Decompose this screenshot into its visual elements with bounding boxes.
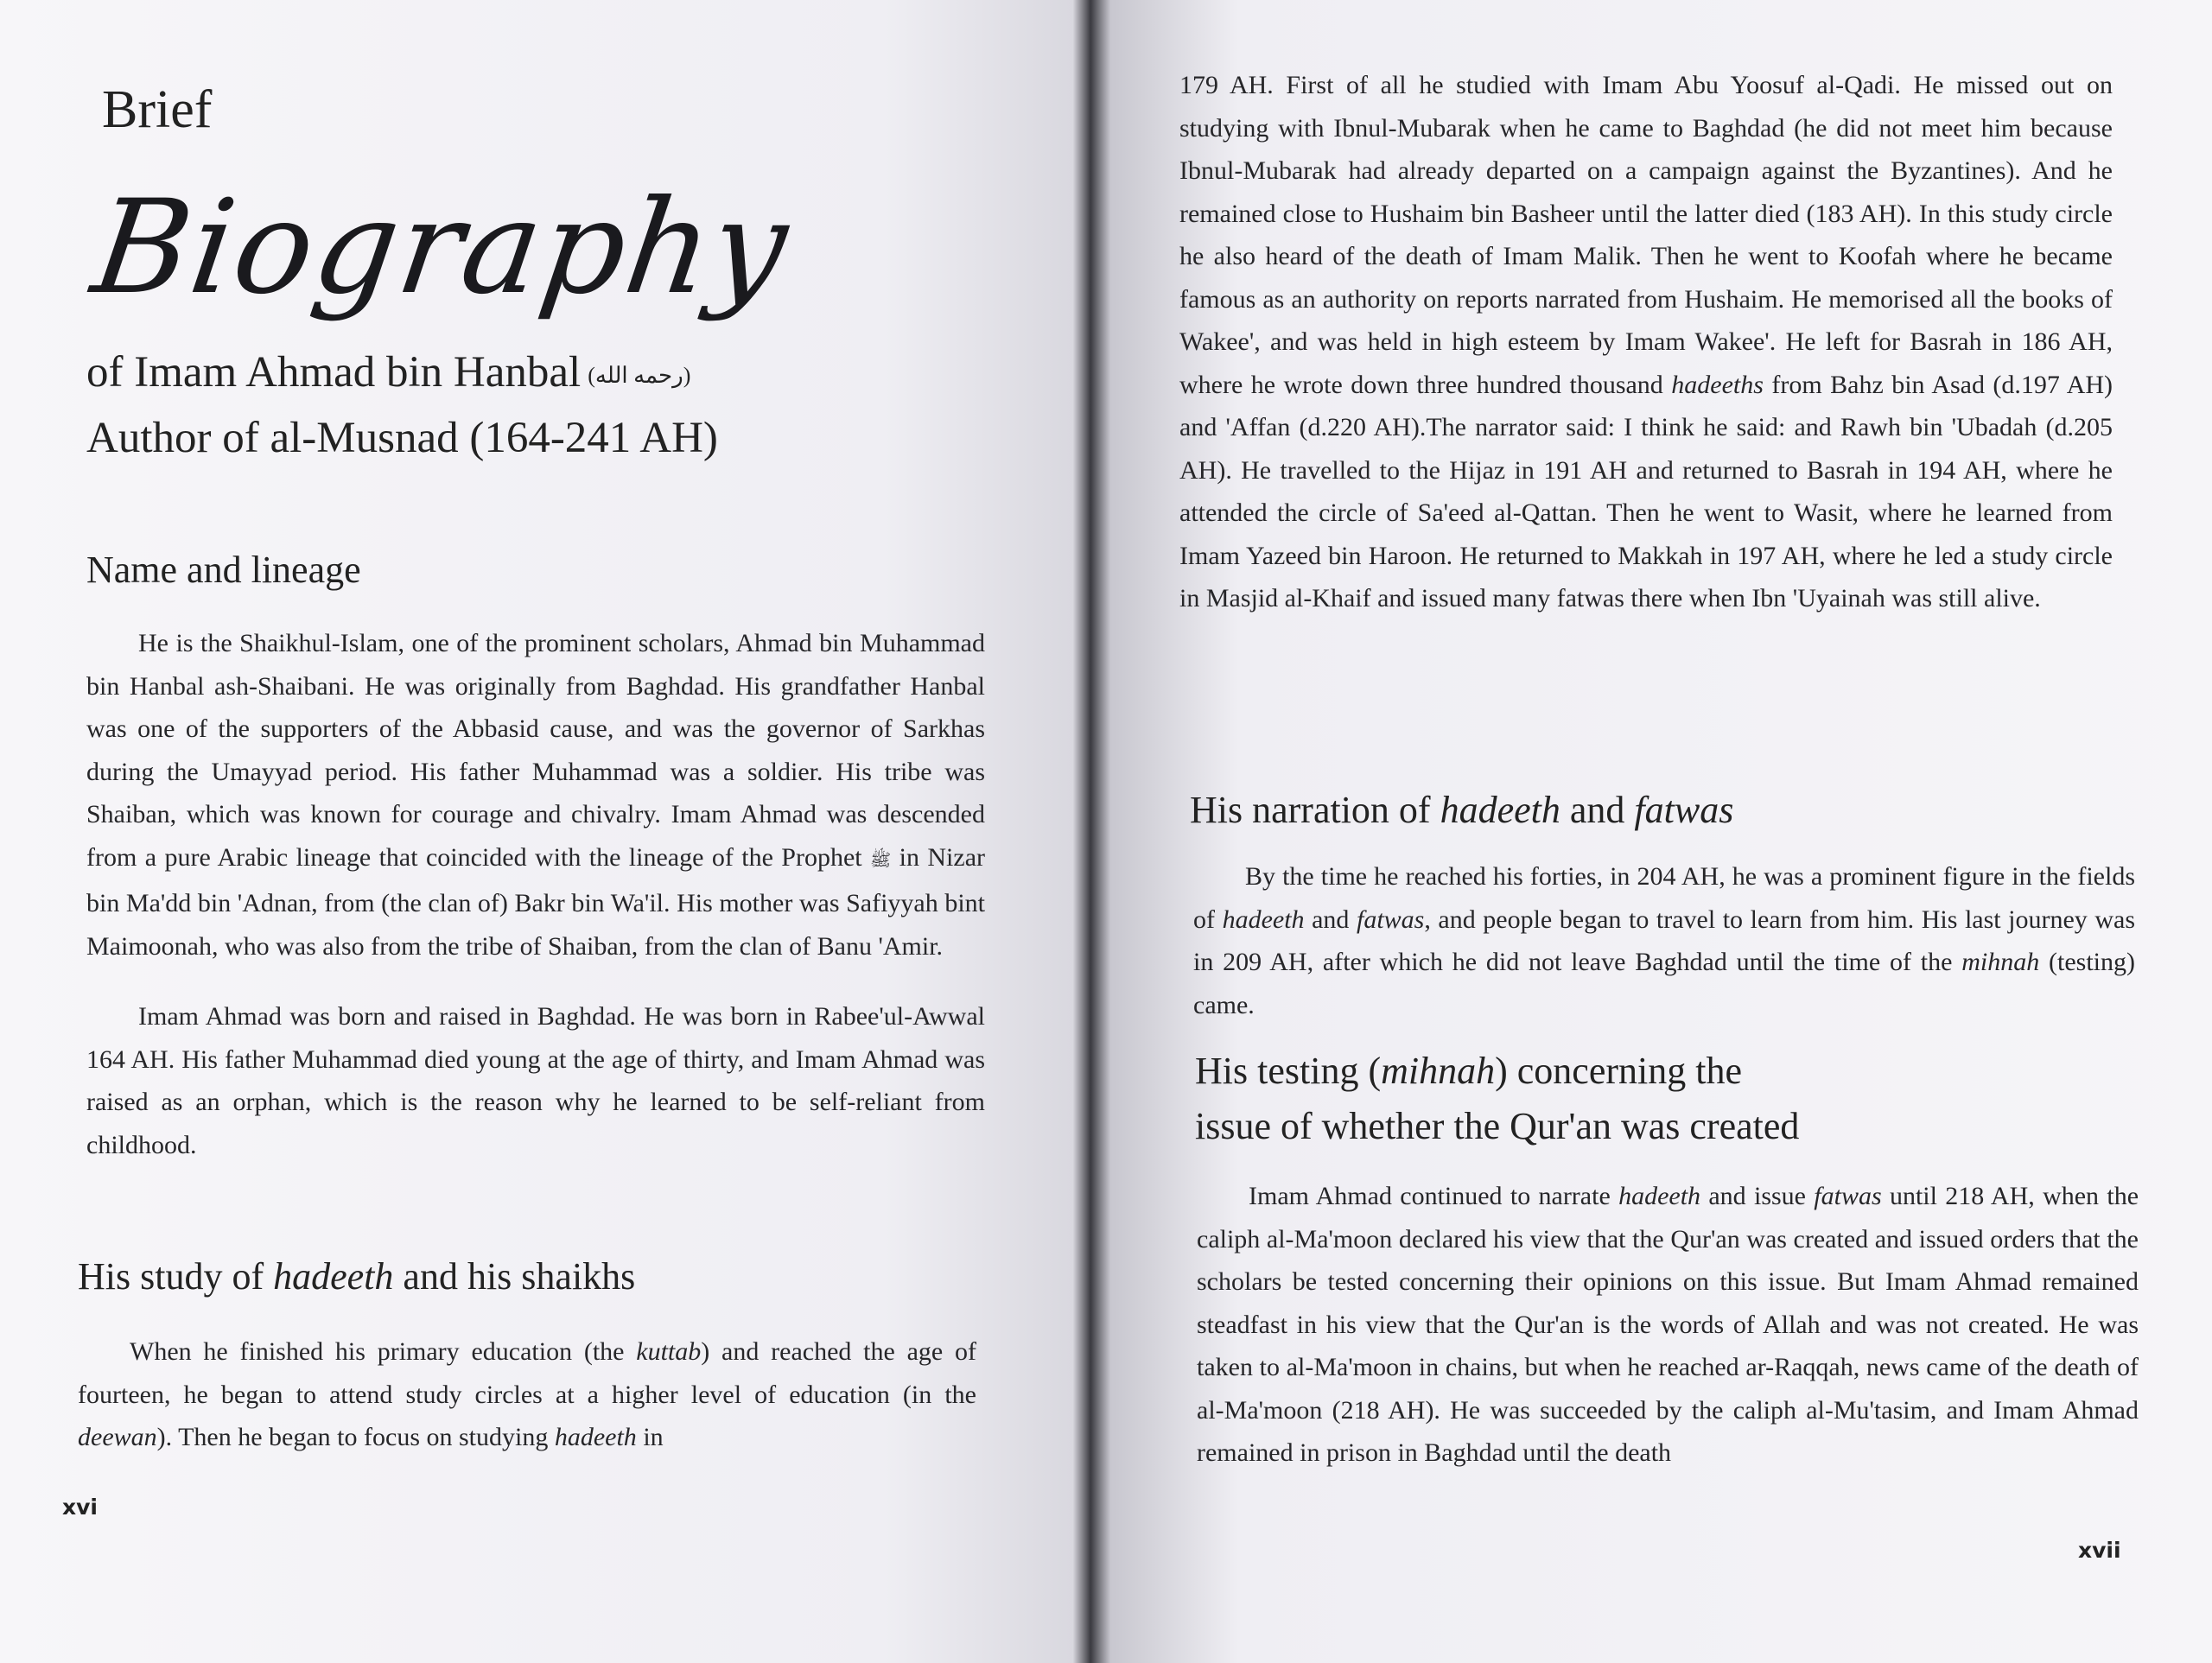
section-study <box>78 1330 976 1459</box>
text-run: and <box>1569 789 1625 831</box>
text-run-italic: hadeeth <box>1440 789 1560 831</box>
text-run: ). Then he began to focus on studying <box>156 1423 549 1451</box>
text-run: and his shaikhs <box>403 1255 636 1298</box>
text-run: in <box>643 1423 664 1451</box>
text-run: , and people began to travel to learn from him. His last journey was in 209 AH, after which he did not leave Baghdad until the time of the <box>1193 904 2136 976</box>
text-run-italic: kuttab <box>636 1337 702 1366</box>
section-study-continued <box>1179 64 2113 620</box>
text-run: 179 AH. First of all he studied with Imam Abu Yoosuf al-Qadi. He missed out on studying with Ibnul-Mubarak when he came to Baghdad (he did not meet him because Ibnul-Mubarak had already departed on a campaign against the Byzantines). And he remained close to Hushaim bin Basheer until the latter died (183 AH). In this study circle he also heard of the death of Imam Malik. Then he went to Koofah where he became famous as an authority on reports narrated from Hushaim. He memorised all the books of Wakee', and was held in high esteem by Imam Wakee'. He left for Basrah in 186 AH, where he wrote down three hundred thousand <box>1179 71 2113 399</box>
paragraph-shaikhs <box>1179 64 2113 620</box>
title-brief: Brief <box>102 80 213 139</box>
text-run: His narration of <box>1190 789 1431 831</box>
text-run-italic: hadeeth <box>1222 904 1305 934</box>
text-run-italic: deewan <box>78 1423 157 1451</box>
text-run-italic: mihnah <box>1381 1050 1496 1092</box>
subtitle-author: Author of al-Musnad (164-241 AH) <box>86 414 718 462</box>
text-run: and issue <box>1708 1182 1806 1210</box>
text-run: (testing) came. <box>1193 948 2136 1019</box>
text-run: in Nizar bin Ma'dd bin 'Adnan, from (the clan of) Bakr bin Wa'il. His mother was Safiyyah bint Maimoonah, who was also from the tribe of Shaiban, from the clan of Banu 'Amir. <box>86 842 986 961</box>
text-run: His study of <box>78 1255 264 1298</box>
text-run: and <box>1312 904 1350 934</box>
text-run: When he finished his primary education (the <box>130 1337 625 1366</box>
text-run-italic: fatwas <box>1814 1182 1882 1210</box>
paragraph-lineage <box>86 622 985 968</box>
paragraph-testing <box>1197 1175 2139 1475</box>
right-page <box>1084 0 2212 1663</box>
honorific-mark: (رحمه الله) <box>588 363 691 389</box>
page-number-right: xvii <box>2078 1538 2121 1563</box>
paragraph-birth: Imam Ahmad was born and raised in Baghdad. He was born in Rabee'ul-Awwal 164 AH. His father Muhammad died young at the age of thirty, and Imam Ahmad was raised as an orphan, which is the reason why he learned to be self-reliant from childhood. <box>86 1002 985 1159</box>
paragraph-study <box>78 1330 976 1459</box>
text-run-italic: hadeeth <box>554 1423 637 1451</box>
text-run-italic: hadeeth <box>1618 1182 1701 1210</box>
text-run: ) concerning the <box>1495 1050 1742 1092</box>
heading-testing <box>1195 1044 1799 1154</box>
title-biography: Biography <box>84 173 798 323</box>
subtitle-imam <box>86 347 690 397</box>
text-run-italic: hadeeth <box>273 1255 394 1298</box>
paragraph-narration <box>1193 855 2135 1026</box>
subtitle-imam-text: of Imam Ahmad bin Hanbal <box>86 348 582 397</box>
heading-narration <box>1190 788 1733 832</box>
heading-name-lineage: Name and lineage <box>86 549 361 591</box>
section-narration <box>1193 855 2135 1026</box>
text-run-italic: fatwas <box>1356 904 1425 934</box>
heading-study <box>78 1254 635 1298</box>
salutation-mark: ﷺ <box>870 850 892 870</box>
text-run: He is the Shaikhul-Islam, one of the prominent scholars, Ahmad bin Muhammad bin Hanbal ash-Shaibani. He was originally from Baghdad. His grandfather Hanbal was one of the supporters of the Abbasid cause, and was the governor of Sarkhas during the Umayyad period. His father Muhammad was a soldier. His tribe was Shaiban, which was known for courage and chivalry. Imam Ahmad was descended from a pure Arabic lineage that coincided with the lineage of the Prophet <box>86 629 985 872</box>
text-run: ) and reached the age of fourteen, he began to attend study circles at a higher level of education (in the <box>78 1337 976 1409</box>
page-number-left: xvi <box>62 1495 98 1520</box>
left-page <box>0 0 1063 1663</box>
text-run: His testing ( <box>1195 1050 1382 1092</box>
section-testing <box>1197 1175 2139 1475</box>
text-run: issue of whether the Qur'an was created <box>1195 1105 1800 1147</box>
text-run-italic: mihnah <box>1961 948 2040 976</box>
text-run-italic: fatwas <box>1634 789 1734 831</box>
text-run: from Bahz bin Asad (d.197 AH) and 'Affan (d.220 AH).The narrator said: I think he said: and Rawh bin 'Ubadah (d.205 AH). He travelled to the Hijaz in 191 AH and returned to Basrah in 194 AH, where he attended the circle of Sa'eed al-Qattan. Then he went to Wasit, where he learned from Imam Yazeed bin Haroon. He returned to Makkah in 197 AH, where he led a study circle in Masjid al-Khaif and issued many fatwas there when Ibn 'Uyainah was still alive. <box>1179 370 2113 613</box>
section-name-lineage <box>86 622 985 1166</box>
text-run: By the time he reached his forties, in 204 AH, he was a prominent figure in the fields of <box>1193 862 2135 934</box>
text-run-italic: hadeeths <box>1671 370 1764 399</box>
text-run: Imam Ahmad continued to narrate <box>1249 1182 1611 1210</box>
text-run: until 218 AH, when the caliph al-Ma'moon declared his view that the Qur'an was created and issued orders that the scholars be tested concerning their opinions on this issue. But Imam Ahmad remained steadfast in his view that the Qur'an is the words of Allah and was not created. He was taken to al-Ma'moon in chains, but when he reached ar-Raqqah, news came of the death of al-Ma'moon (218 AH). He was succeeded by the caliph al-Mu'tasim, and Imam Ahmad remained in prison in Baghdad until the death <box>1197 1182 2139 1467</box>
